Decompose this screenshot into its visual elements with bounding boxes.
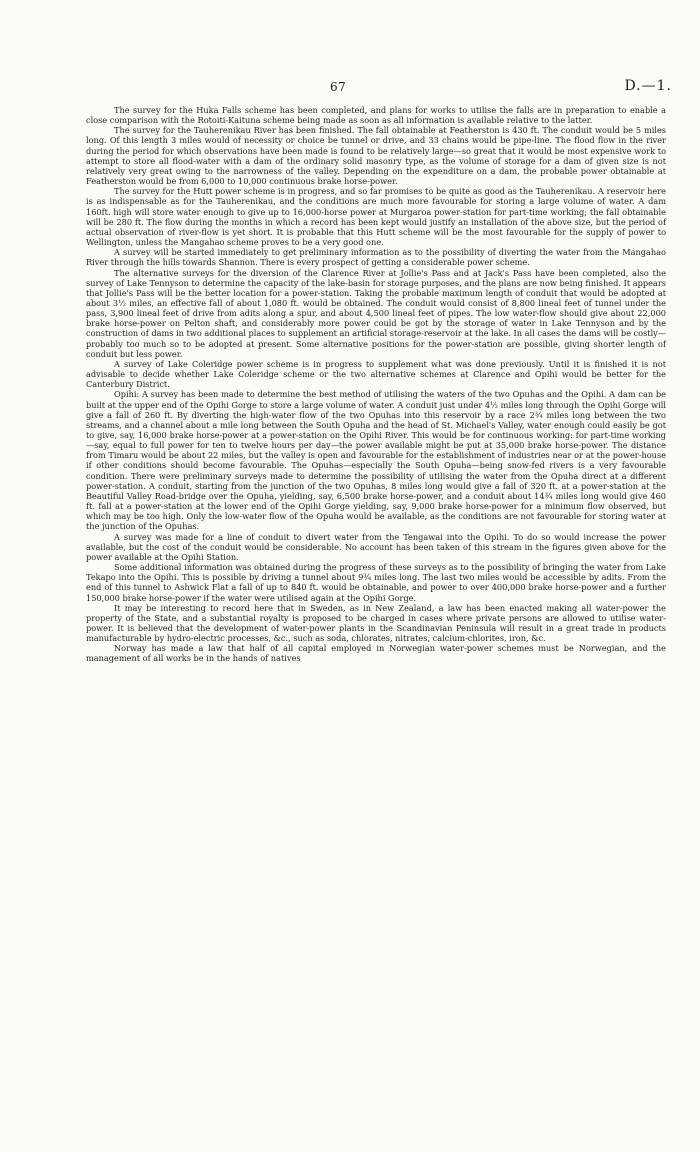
document-reference: D.—1. <box>624 78 672 94</box>
paragraph-hutt: The survey for the Hutt power scheme is in progress, and so far promises to be quite as good as the Tauherenikau. A reservoir here is as indispensable as for the Tauherenikau, and the conditions are much more favourable for storing a large volume of water. A dam 160ft. high will store water enough to give up to 16,000-horse power at Murgaroa power-station for part-time working; the fall obtainable will be 280 ft. The flow during the months in which a record has been kept would justify an installation of the above size, but the period of actual observation of river-flow is yet short. It is probable that this Hutt scheme will be the most favourable for the supply of power to Wellington, unless the Mangahao scheme proves to be a very good one. <box>86 186 666 248</box>
paragraph-lake-tekapo: Some additional information was obtained during the progress of these surveys as to the possibility of bringing the water from Lake Tekapo into the Opihi. This is possible by driving a tunnel about 9¾ miles long. The last two miles would be accessible by adits. From the end of this tunnel to Ashwick Flat a fall of up to 840 ft. would be obtainable, and power to over 400,000 brake horse-power and a further 150,000 brake horse-power if the water were utilised again at the Opihi Gorge. <box>86 562 666 603</box>
paragraph-mangahao: A survey will be started immediately to get preliminary information as to the possibility of diverting the water from the Mangahao River through the hills towards Shannon. There is every prospect of getting a considerable power scheme. <box>86 247 666 268</box>
page-number: 67 <box>330 80 347 94</box>
paragraph-norway: Norway has made a law that half of all capital employed in Norwegian water-power schemes must be Norwegian, and the management of all works be in the hands of natives <box>86 643 666 664</box>
paragraph-tauherenikau: The survey for the Tauherenikau River has been finished. The fall obtainable at Featherston is 430 ft. The conduit would be 5 miles long. Of this length 3 miles would of necessity or choice be tunnel or drive, and 33 chains would be pipe-line. The flood flow in the river during the period for which observations have been made is found to be relatively large—so great that it would be most expensive work to attempt to store all flood-water with a dam of the ordinary solid masonry type, as the volume of storage for a dam of given size is not relatively very great owing to the narrowness of the valley. Depending on the expenditure on a dam, the probable power obtainable at Featherston would be from 6,000 to 10,000 continuous brake horse-power. <box>86 125 666 187</box>
paragraph-lake-coleridge: A survey of Lake Coleridge power scheme is in progress to supplement what was done previously. Until it is finished it is not advisable to decide whether Lake Coleridge scheme or the two alternative schemes at Clarence and Opihi would be better for the Canterbury District. <box>86 358 666 390</box>
paragraph-opihi: Opihi: A survey has been made to determine the best method of utilising the waters of the two Opuhas and the Opihi. A dam can be built at the upper end of the Opihi Gorge to store a large volume of water. A conduit just under 4½ miles long through the Opihi Gorge will give a fall of 260 ft. By diverting the high-water flow of the two Opuhas into this reservoir by a race 2¾ miles long between the two streams, and a channel about a mile long between the South Opuha and the head of St. Michael's Valley, water enough could easily be got to give, say, 16,000 brake horse-power at a power-station on the Opihi River. This would be for continuous working: for part-time working—say, equal to full power for ten to twelve hours per day—the power available might be put at 35,000 brake horse-power. The distance from Timaru would be about 22 miles, but the valley is open and favourable for the establishment of industries near or at the power-house if other conditions should become favourable. The Opuhas—especially the South Opuha—being snow-fed rivers is a very favourable condition. There were preliminary surveys made to determine the possibility of utilising the water from the Opuha direct at a different power-station. A conduit, starting from the junction of the two Opuhas, 8 miles long would give a fall of 320 ft. at a power-station at the Beautiful Valley Road-bridge over the Opuha, yielding, say, 6,500 brake horse-power, and a conduit about 14¾ miles long would give 460 ft. fall at a power-station at the lower end of the Opihi Gorge yielding, say, 9,000 brake horse-power for a minimum flow observed, but which may be too high. Only the low-water flow of the Opuha would be available, as the conditions are not favourable for storing water at the junction of the Opuhas. <box>86 389 666 532</box>
paragraph-clarence: The alternative surveys for the diversion of the Clarence River at Jollie's Pass and at Jack's Pass have been completed, also the survey of Lake Tennyson to determine the capacity of the lake-basin for storage purposes, and the plans are now being finished. It appears that Jollie's Pass will be the better location for a power-station. Taking the probable maximum length of conduit that would be adopted at about 3½ miles, an effective fall of about 1,080 ft. would be obtained. The conduit would consist of 8,800 lineal feet of tunnel under the pass, 3,900 lineal feet of drive from adits along a spur, and about 4,500 lineal feet of pipes. The low water-flow should give about 22,000 brake horse-power on Pelton shaft, and considerably more power could be got by the storage of water in Lake Tennyson and by the construction of dams in two additional places to supplement an artificial storage-reservoir at the lake. In all cases the dams will be costly—probably too much so to be adopted at present. Some alternative positions for the power-station are possible, giving shorter length of conduit but less power. <box>86 267 666 359</box>
paragraph-sweden: It may be interesting to record here that in Sweden, as in New Zealand, a law has been enacted making all water-power the property of the State, and a substantial royalty is proposed to be charged in cases where private persons are allowed to utilise water-power. It is believed that the development of water-power plants in the Scandinavian Peninsula will result in a great trade in products manufacturable by hydro-electric processes, &c., such as soda, chlorates, nitrates, calcium-chlorites, iron, &c. <box>86 602 666 644</box>
page-header <box>0 80 700 94</box>
body-text <box>86 105 666 664</box>
paragraph-tengawai: A survey was made for a line of conduit to divert water from the Tengawai into the Opihi. To do so would increase the power available, but the cost of the conduit would be considerable. No account has been taken of this stream in the figures given above for the power available at the Opihi Station. <box>86 531 666 562</box>
paragraph-huka-falls: The survey for the Huka Falls scheme has been completed, and plans for works to utilise the falls are in preparation to enable a close comparison with the Rotoiti-Kaituna scheme being made as soon as all information is available relative to the latter. <box>86 105 666 126</box>
